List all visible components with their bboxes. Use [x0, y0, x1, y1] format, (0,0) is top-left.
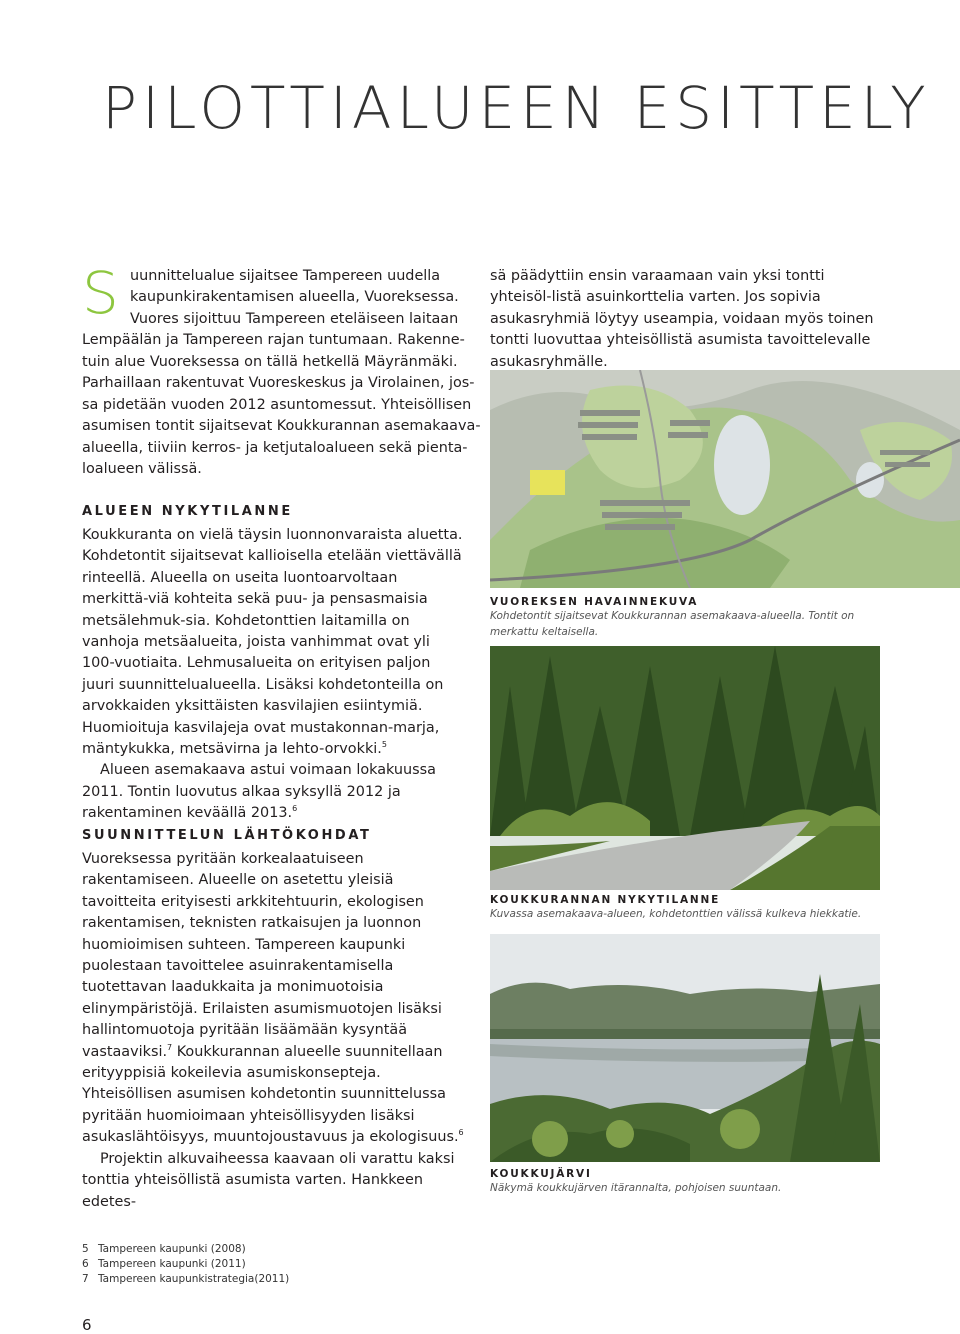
forest-road-photo: [490, 646, 880, 890]
footnote-text: Tampereen kaupunkistrategia(2011): [98, 1273, 290, 1285]
intro-line: Lempäälän ja Tampereen rajan tuntumaan. Rakenne-: [82, 332, 465, 348]
lake-photo: [490, 934, 880, 1162]
intro-line: loalueen välissä.: [82, 461, 202, 477]
caption-text: Kohdetontit sijaitsevat Koukkurannan asemakaava-alueella. Tontit on merkattu keltaisella.: [490, 610, 855, 638]
section-planning-basis: [82, 828, 467, 1213]
intro-line: sa pidetään vuoden 2012 asuntomessut. Yhteisöllisen: [82, 397, 472, 413]
footnote-text: Tampereen kaupunki (2008): [98, 1243, 246, 1255]
paragraph: Projektin alkuvaiheessa kaavaan oli varattu kaksi tonttia yhteisöllistä asumista varten. Hankkeen edetes-: [82, 1150, 455, 1210]
caption-heading: VUOREKSEN HAVAINNEKUVA: [490, 596, 699, 608]
caption-heading: KOUKKURANNAN NYKYTILANNE: [490, 894, 721, 906]
footnote-number: 7: [82, 1273, 89, 1285]
footnote-text: Tampereen kaupunki (2011): [98, 1258, 246, 1270]
footnotes: [82, 1242, 289, 1287]
paragraph-text: Alueen asemakaava astui voimaan lokakuussa 2011. Tontin luovutus alkaa syksyllä 2012 ja rakentaminen keväällä 2013.: [82, 762, 436, 822]
footnote: [82, 1257, 289, 1272]
paragraph-text: Koukkurannan alueelle suunnitellaan erityyppisiä kokeilevia asumiskonsepteja. Yhteisöllisen asumisen kohdetontin suunnittelussa pyritään huomioimaan yhteisöllisyyden lisäksi asukaslähtöisyys, muuntojoustavuus ja ekologisuus.: [82, 1043, 459, 1146]
paragraph: [82, 849, 467, 1149]
intro-line: kaupunkirakentamisen alueella, Vuoreksessa.: [130, 289, 459, 305]
footnote-ref: 7: [167, 1042, 173, 1052]
intro-line: asumisen tontit sijaitsevat Koukkurannan asemakaava-: [82, 418, 481, 434]
page-number: 6: [82, 1316, 92, 1334]
footnote-ref: 6: [292, 804, 298, 814]
caption-lake: [490, 1168, 880, 1196]
right-column-text: sä päädyttiin ensin varaamaan vain yksi tontti yhteisöl-listä asuinkorttelia varten. Jos sopivia asukasryhmiä löytyy useampia, voidaan myös toinen tontti luovuttaa yhteisöllistä asumista tavoittelevalle asukasryhmälle.: [490, 268, 874, 370]
footnote-ref: 5: [381, 740, 387, 750]
paragraph: [82, 525, 467, 760]
section-heading: SUUNNITTELUN LÄHTÖKOHDAT: [82, 828, 372, 843]
intro-line: Parhaillaan rakentuvat Vuoreskeskus ja Virolainen, jos-: [82, 375, 475, 391]
page-title: PILOTTIALUEEN ESITTELY: [102, 74, 931, 142]
intro-line: tuin alue Vuoreksessa on tällä hetkellä Mäyränmäki.: [82, 354, 458, 370]
caption-heading: KOUKKUJÄRVI: [490, 1168, 592, 1180]
footnote-number: 6: [82, 1258, 89, 1270]
caption-text: Näkymä koukkujärven itärannalta, pohjoisen suuntaan.: [490, 1182, 782, 1194]
paragraph: [82, 760, 467, 824]
section-current-state: [82, 504, 467, 825]
intro-line: alueella, tiiviin kerros- ja ketjutaloalueen sekä pienta-: [82, 440, 468, 456]
caption-forest-road: [490, 894, 880, 922]
lake-illustration: [490, 934, 880, 1162]
caption-text: Kuvassa asemakaava-alueen, kohdetonttien välissä kulkeva hiekkatie.: [490, 908, 862, 920]
drop-cap: S: [82, 259, 119, 327]
paragraph-text: Vuoreksessa pyritään korkealaatuiseen rakentamiseen. Alueelle on asetettu yleisiä tavoitteita erityisesti arkkitehtuurin, ekologisen rakentamisen, teknisten ratkaisujen ja luonnon huomioimisen suhteen. Tampereen kaupunki puolestaan tavoittelee asuinrakentamisella tuotettavan laadukkaita ja monimuotoisia elinympäristöjä. Erilaisten asumismuotojen lisäksi hallintomuotoja pyritään lisäämään kysyntää vastaaviksi.: [82, 851, 442, 1060]
site-plan-illustration: [490, 370, 960, 588]
intro-line: uunnittelualue sijaitsee Tampereen uudella: [130, 268, 441, 284]
forest-road-illustration: [490, 646, 880, 890]
intro-line: Vuores sijoittuu Tampereen eteläiseen laitaan: [130, 311, 459, 327]
site-plan-image: [490, 370, 960, 588]
footnote: [82, 1242, 289, 1257]
footnote-number: 5: [82, 1243, 89, 1255]
footnote-ref: 6: [458, 1128, 464, 1138]
section-heading: ALUEEN NYKYTILANNE: [82, 504, 293, 519]
caption-site-plan: [490, 596, 870, 640]
footnote: [82, 1272, 289, 1287]
paragraph-text: Koukkuranta on vielä täysin luonnonvaraista aluetta. Kohdetontit sijaitsevat kallioisella etelään viettävällä rinteellä. Alueella on useita luontoarvoltaan merkittä-viä kohteita sekä puu- ja pensasmaisia metsälehmuk-sia. Kohdetonttien laitamilla on vanhoja metsäalueita, joista vanhimmat ovat yli 100-vuotiaita. Lehmusalueita on erityisen paljon juuri suunnittelualueella. Lisäksi kohdetonteilla on arvokkaiden yksittäisten kasvilajien esiintymiä. Huomioituja kasvilajeja ovat mustakonnan-marja, mäntykukka, metsävirna ja lehto-orvokki.: [82, 527, 463, 758]
